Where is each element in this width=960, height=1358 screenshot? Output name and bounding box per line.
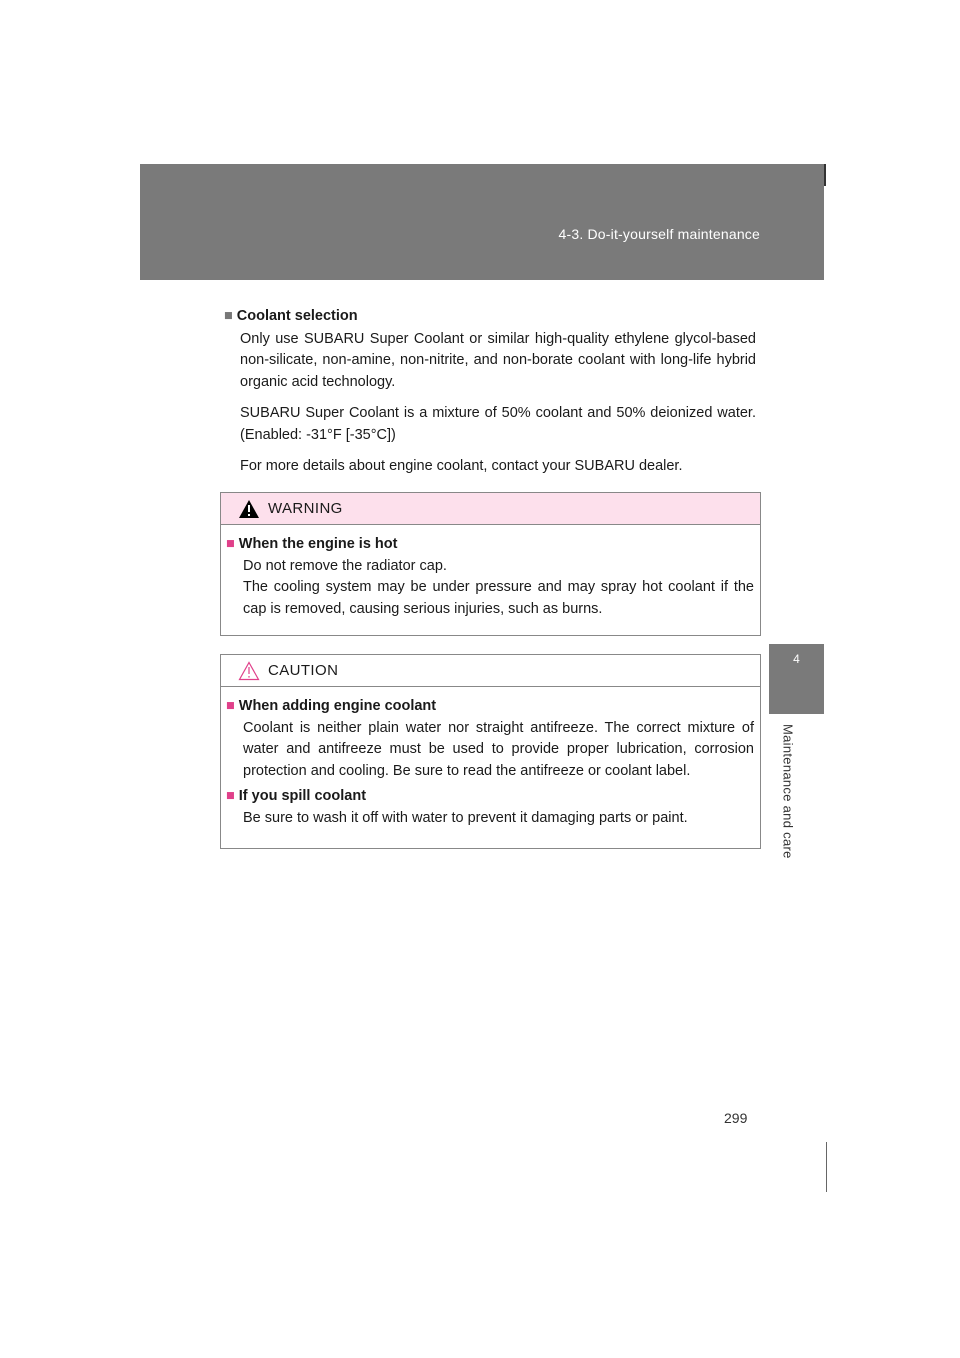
caution-title: CAUTION — [268, 662, 339, 679]
paragraph: Only use SUBARU Super Coolant or similar high-quality ethylene glycol-based non-silicate, non-amine, non-nitrite, and non-borate coolant with long-life hybrid organic acid technology. — [240, 330, 756, 390]
crop-mark — [824, 164, 826, 186]
warning-line: Do not remove the radiator cap. — [243, 557, 447, 574]
coolant-selection-section — [224, 306, 756, 488]
chapter-label: Maintenance and care — [780, 723, 796, 859]
page-number: 299 — [724, 1110, 748, 1126]
warning-line: The cooling system may be under pressure and may spray hot coolant if the cap is removed, causing serious injuries, such as burns. — [243, 579, 754, 617]
warning-title: WARNING — [268, 500, 343, 517]
caution-heading-text: When adding engine coolant — [238, 698, 437, 714]
warning-heading-text: When the engine is hot — [238, 536, 398, 552]
chapter-number: 4 — [793, 652, 800, 666]
warning-triangle-icon — [238, 499, 260, 519]
paragraph: SUBARU Super Coolant is a mixture of 50% coolant and 50% deionized water. (Enabled: -31°F [-35°C]) — [240, 405, 756, 443]
header-band — [140, 164, 824, 280]
square-bullet-icon: ■ — [226, 536, 235, 552]
caution-text: Be sure to wash it off with water to prevent it damaging parts or paint. — [243, 809, 688, 826]
caution-heading — [226, 786, 754, 808]
section-heading — [224, 306, 756, 328]
square-bullet-icon: ■ — [226, 698, 235, 714]
square-bullet-icon: ■ — [226, 788, 235, 804]
warning-heading — [226, 534, 754, 556]
chapter-tab — [769, 644, 824, 714]
paragraph: For more details about engine coolant, contact your SUBARU dealer. — [240, 458, 683, 474]
warning-header — [221, 493, 760, 525]
caution-box — [220, 654, 761, 849]
caution-text: Coolant is neither plain water nor straight antifreeze. The correct mixture of water and antifreeze must be used to provide proper lubrication, corrosion protection and cooling. Be sure to read the antifreeze or coolant label. — [243, 719, 754, 779]
section-heading-text: Coolant selection — [236, 308, 358, 324]
square-bullet-icon: ■ — [224, 308, 233, 324]
warning-box — [220, 492, 761, 636]
section-title: 4-3. Do-it-yourself maintenance — [558, 226, 760, 242]
caution-header — [221, 655, 760, 687]
caution-heading — [226, 696, 754, 718]
caution-heading-text: If you spill coolant — [238, 788, 367, 804]
caution-triangle-icon — [238, 661, 260, 681]
crop-mark — [826, 1142, 827, 1192]
